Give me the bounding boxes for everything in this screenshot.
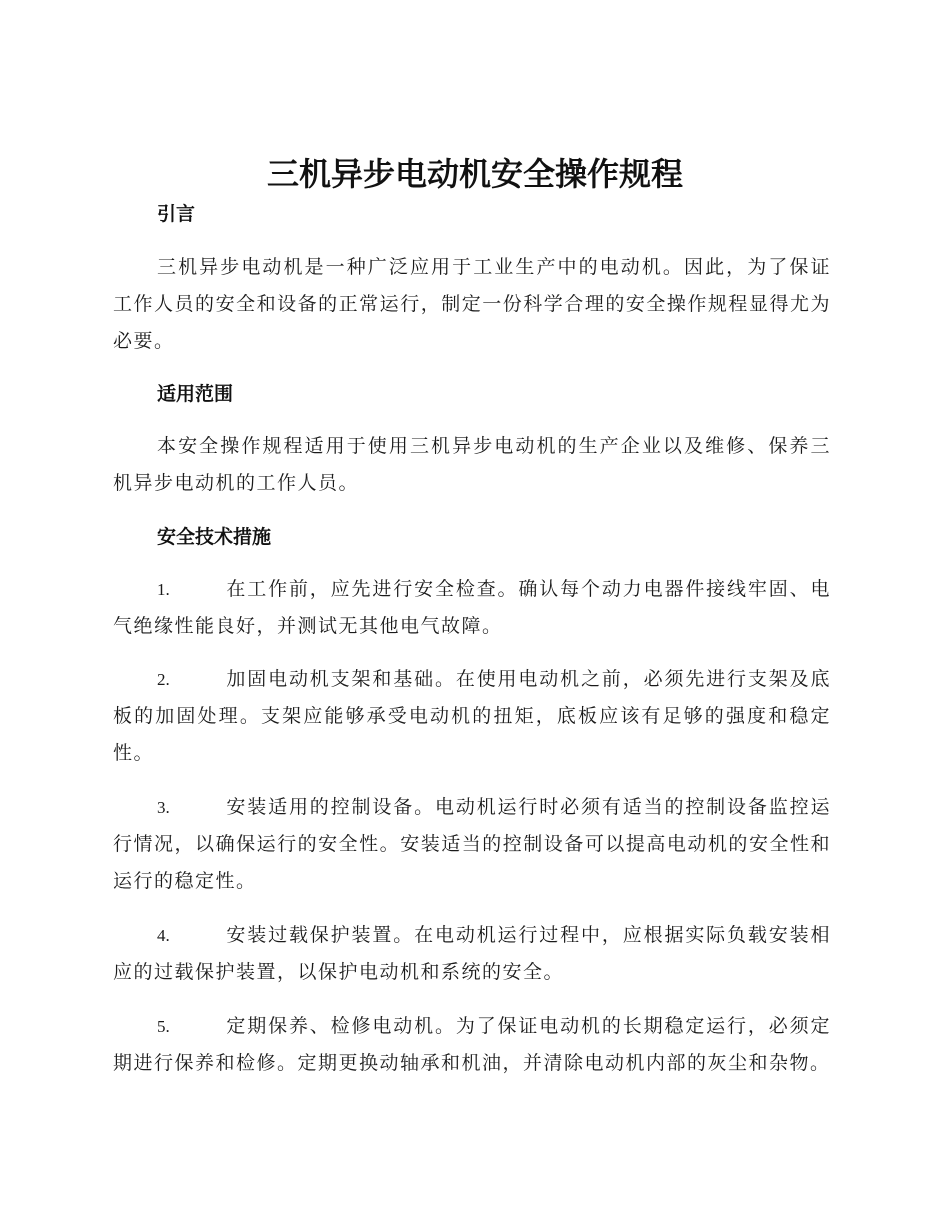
list-item bbox=[113, 1008, 831, 1082]
list-item-text: 安装适用的控制设备。电动机运行时必须有适当的控制设备监控运行情况，以确保运行的安全性。安装适当的控制设备可以提高电动机的安全性和运行的稳定性。 bbox=[113, 796, 831, 892]
list-item-number: 4. bbox=[157, 926, 170, 945]
intro-paragraph: 三机异步电动机是一种广泛应用于工业生产中的电动机。因此，为了保证工作人员的安全和设备的正常运行，制定一份科学合理的安全操作规程显得尤为必要。 bbox=[113, 256, 831, 352]
section-heading-scope: 适用范围 bbox=[157, 383, 234, 405]
list-item bbox=[113, 789, 831, 900]
list-item bbox=[113, 571, 831, 645]
list-item-text: 安装过载保护装置。在电动机运行过程中，应根据实际负载安装相应的过载保护装置，以保护电动机和系统的安全。 bbox=[113, 924, 831, 983]
list-item-text: 在工作前，应先进行安全检查。确认每个动力电器件接线牢固、电气绝缘性能良好，并测试无其他电气故障。 bbox=[113, 578, 831, 637]
list-item-number: 1. bbox=[157, 580, 170, 599]
list-item-text: 定期保养、检修电动机。为了保证电动机的长期稳定运行，必须定期进行保养和检修。定期更换动轴承和机油，并清除电动机内部的灰尘和杂物。 bbox=[113, 1015, 831, 1074]
list-item-number: 5. bbox=[157, 1017, 170, 1036]
document-title: 三机异步电动机安全操作规程 bbox=[266, 155, 683, 193]
list-item bbox=[113, 917, 831, 991]
list-item-number: 3. bbox=[157, 798, 170, 817]
section-heading-safety-measures: 安全技术措施 bbox=[157, 526, 272, 548]
list-item bbox=[113, 661, 831, 772]
scope-paragraph: 本安全操作规程适用于使用三机异步电动机的生产企业以及维修、保养三机异步电动机的工作人员。 bbox=[113, 435, 831, 494]
list-item-number: 2. bbox=[157, 670, 170, 689]
section-heading-intro: 引言 bbox=[157, 203, 196, 225]
list-item-text: 加固电动机支架和基础。在使用电动机之前，必须先进行支架及底板的加固处理。支架应能够承受电动机的扭矩，底板应该有足够的强度和稳定性。 bbox=[113, 668, 831, 764]
